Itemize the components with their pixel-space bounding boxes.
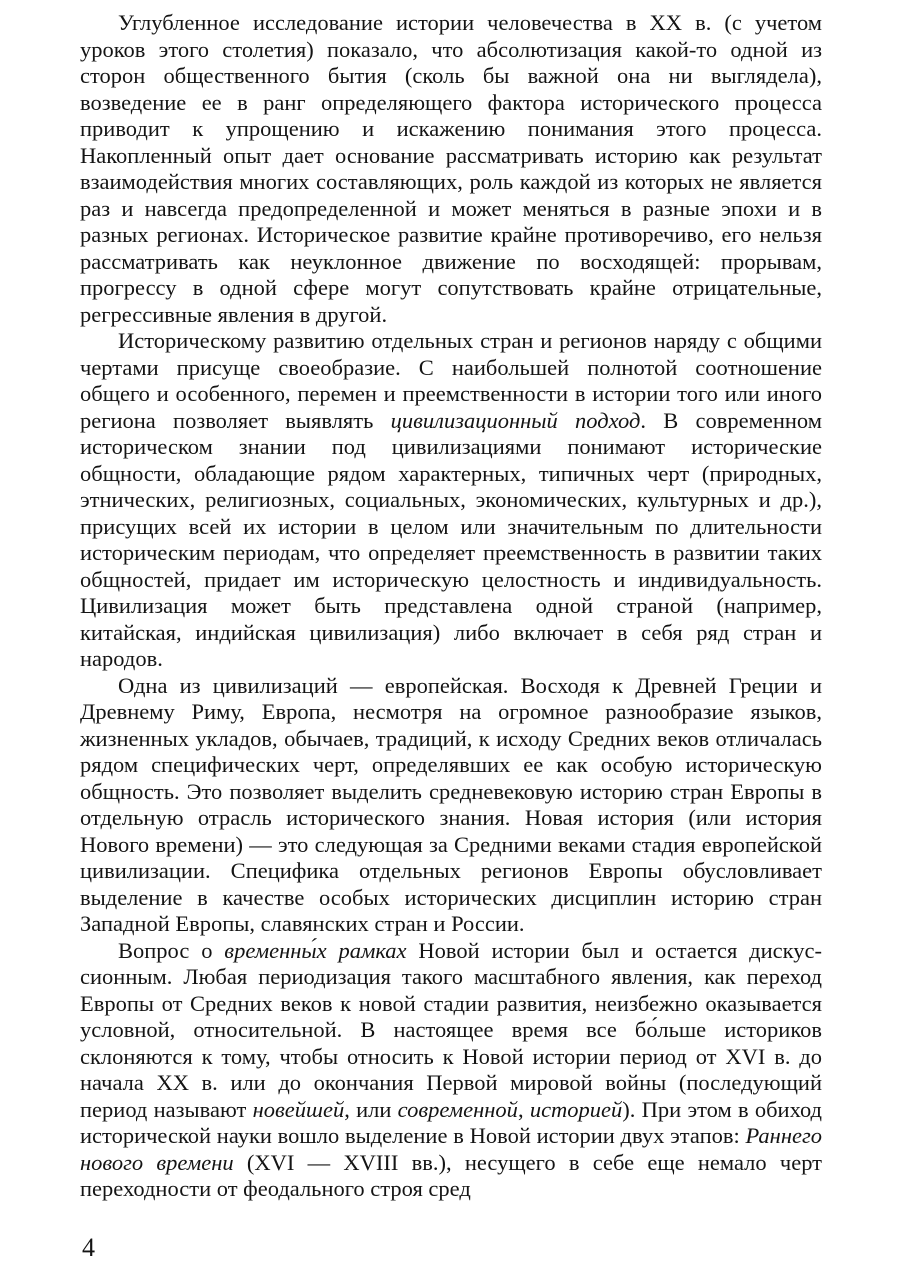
italic-term: современной (397, 1096, 518, 1122)
text-segment: Новой истории был и остается дискуссионным. Любая периодизация такого масштабного явления, как переход Европы от Средних веков к новой стадии развития, неизбежно оказывается условной, относительной. В настоящее время все бо́льше историков склоняются к тому, чтобы относить к Новой истории период от XVI в. до начала XX в. или до окончания Первой мировой войны (последующий период называют (80, 937, 822, 1122)
italic-term: Раннего нового времени (80, 1123, 822, 1175)
text-segment: Одна из цивилизаций — европейская. Восходя к Древней Греции и Древнему Риму, Европа, несмотря на огромное разнообразие языков, жизненных укладов, обычаев, традиций, к исходу Средних веков отличалась рядом специфических черт, определявших ее как особую историческую общность. Это позволяет выделить средневековую историю стран Европы в отдельную отрасль исторического знания. Новая история (или история Нового времени) — это следующая за Средними веками стадия европейской цивилизации. Специфика отдельных регионов Европы обусловливает выделение в качестве особых исторических дисциплин историю стран Западной Европы, славянских стран и России. (80, 672, 822, 936)
italic-term: новейшей (252, 1096, 345, 1122)
paragraph-3 (80, 673, 822, 938)
page-number: 4 (82, 1233, 95, 1262)
text-segment: Историческому развитию отдельных стран и регионов наряду с общими чертами присуще своеобразие. С наибольшей полнотой соотношение общего и особенного, перемен и преемственности в истории того или иного региона позволяет выявлять (80, 328, 822, 433)
paragraph-1 (80, 10, 822, 328)
paragraph-2 (80, 328, 822, 673)
text-segment: Углубленное исследование истории человечества в XX в. (с учетом уроков этого столетия) показало, что абсолютизация какой-то одной из сторон общественного бытия (сколь бы важной она ни выглядела), возведение ее в ранг определяющего фактора исторического процесса приводит к упрощению и искажению понимания этого процесса. Накопленный опыт дает основание рассматривать историю как результат взаимодействия многих составляющих, роль каждой из которых не является раз и навсегда предопределенной и может меняться в разные эпохи и в разных регионах. Историческое развитие крайне противоречиво, его нельзя рассматривать как неуклонное движение по восходящей: прорывам, прогрессу в одной сфере могут сопутствовать крайне отрицательные, регрессивные явления в другой. (80, 10, 822, 327)
body-text (80, 10, 822, 1203)
italic-term: временны́х рамках (224, 937, 407, 963)
text-segment: ). При этом в обиход исторической науки вошло выделение в Новой истории двух этапов: (80, 1096, 823, 1148)
text-segment: , (517, 1096, 530, 1122)
italic-term: цивилизационный подход (390, 407, 641, 433)
paragraph-4 (80, 938, 822, 1203)
text-segment: , или (344, 1096, 398, 1122)
text-segment: Вопрос о (118, 937, 225, 963)
text-segment: . В современном историческом знании под цивилизациями понимают исторические общности, обладающие рядом характерных, типичных черт (природных, этнических, религиозных, социальных, экономических, культурных и др.), присущих всей их истории в целом или значительным по длительности историческим периодам, что определяет преемственность в развитии таких общностей, придает им историческую целостность и индивидуальность. Цивилизация может быть представлена одной страной (например, китайская, индийская цивилизация) либо включает в себя ряд стран и народов. (80, 407, 822, 671)
italic-term: историей (529, 1096, 623, 1122)
text-segment: (XVI — XVIII вв.), несущего в себе еще немало черт переходности от феодального строя сред (80, 1149, 822, 1201)
